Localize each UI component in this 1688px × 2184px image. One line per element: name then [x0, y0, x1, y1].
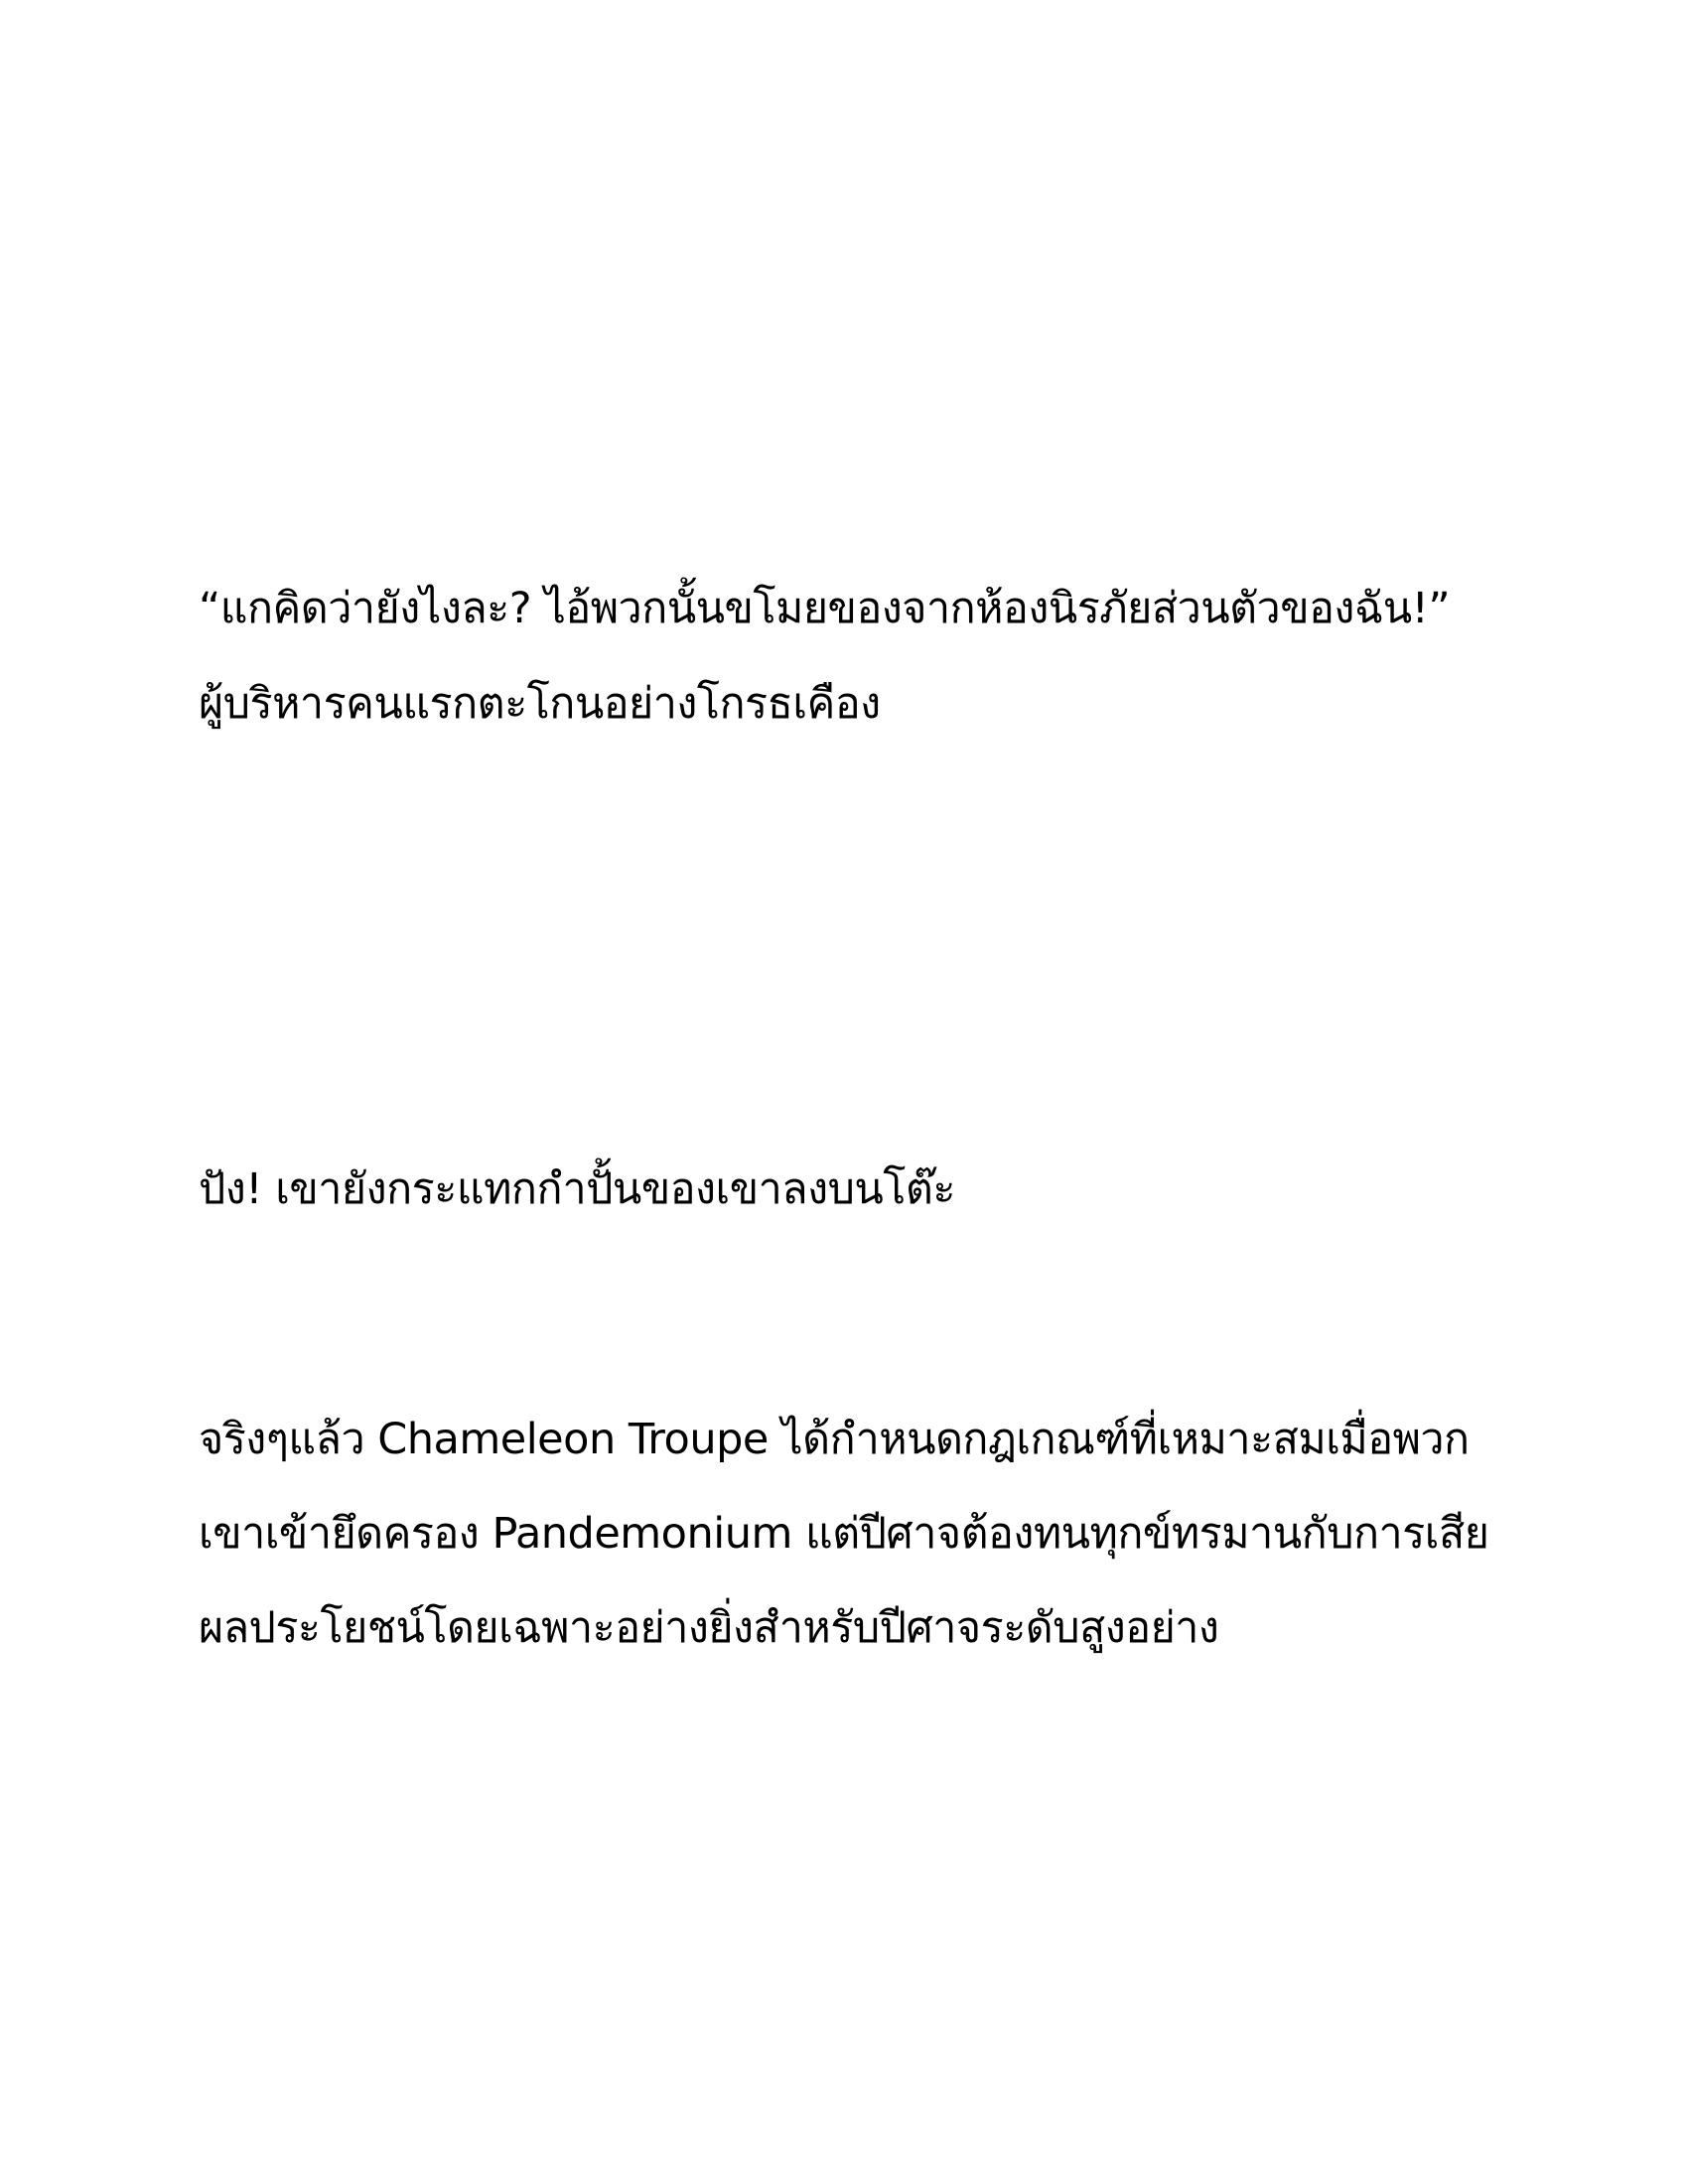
text-line: “แกคิดว่ายังไงละ? ไอ้พวกนั้นขโมยของจากห้องนิรภัยส่วนตัวของฉัน!” — [199, 584, 1451, 633]
text-line: ผลประโยชน์โดยเฉพาะอย่างยิ่งสำหรับปีศาจระดับสูงอย่าง — [199, 1603, 1219, 1653]
text-line: เขาเข้ายึดครอง Pandemonium แต่ปีศาจต้องทนทุกข์ทรมานกับการเสีย — [199, 1509, 1489, 1559]
text-line: จริงๆแล้ว Chameleon Troupe ได้กำหนดกฎเกณฑ์ที่เหมาะสมเมื่อพวก — [199, 1415, 1470, 1464]
text-line: ปัง! เขายังกระแทกกำปั้นของเขาลงบนโต๊ะ — [199, 1164, 955, 1214]
text-line: ผู้บริหารคนแรกตะโกนอย่างโกรธเคือง — [199, 679, 881, 729]
